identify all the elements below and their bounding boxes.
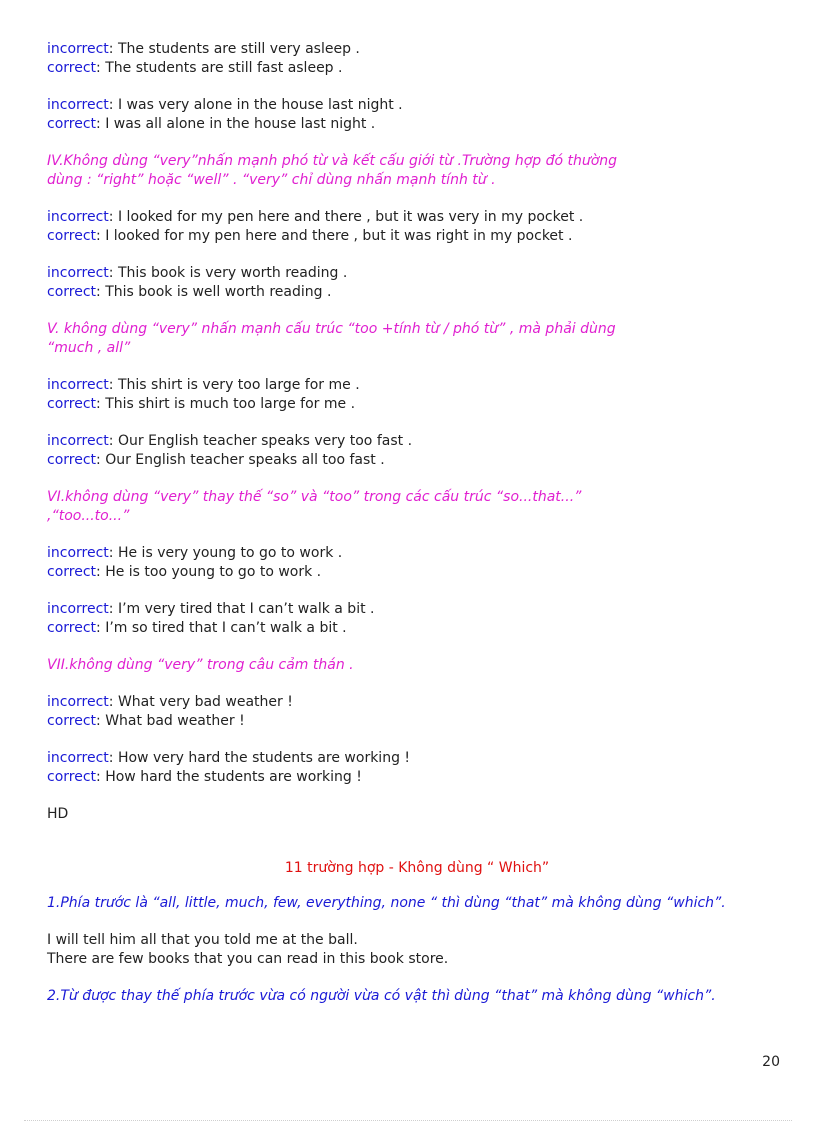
correct-keyword: correct (47, 564, 97, 580)
example-pair (47, 208, 787, 246)
colon: : (108, 601, 114, 617)
document-page (47, 40, 787, 1024)
incorrect-sentence: How very hard the students are working ! (117, 750, 411, 766)
incorrect-line (47, 96, 787, 115)
correct-line (47, 227, 787, 246)
incorrect-sentence: What very bad weather ! (117, 694, 293, 710)
incorrect-line (47, 693, 787, 712)
colon: : (108, 694, 114, 710)
example-pair (47, 544, 787, 582)
incorrect-sentence: I’m very tired that I can’t walk a bit . (117, 601, 375, 617)
incorrect-keyword: incorrect (47, 97, 109, 113)
colon: : (96, 284, 101, 300)
incorrect-keyword: incorrect (47, 545, 109, 561)
correct-keyword: correct (47, 284, 97, 300)
correct-keyword: correct (47, 713, 97, 729)
incorrect-line (47, 208, 787, 227)
correct-sentence: The students are still fast asleep . (105, 60, 343, 76)
incorrect-sentence: I looked for my pen here and there , but it was very in my pocket . (117, 209, 584, 225)
page-number: 20 (762, 1054, 780, 1070)
example-pair (47, 432, 787, 470)
correct-sentence: I looked for my pen here and there , but it was right in my pocket . (105, 228, 573, 244)
correct-line (47, 283, 787, 302)
colon: : (108, 377, 114, 393)
section-title: 11 trường hợp - Không dùng “ Which” (284, 860, 550, 876)
colon: : (108, 209, 114, 225)
correct-keyword: correct (47, 60, 97, 76)
correct-sentence: This book is well worth reading . (105, 284, 332, 300)
colon: : (108, 265, 114, 281)
colon: : (96, 116, 101, 132)
incorrect-keyword: incorrect (47, 433, 109, 449)
example-sentence: There are few books that you can read in this book store. (47, 951, 449, 967)
incorrect-keyword: incorrect (47, 377, 109, 393)
examples (47, 931, 787, 969)
incorrect-line (47, 544, 787, 563)
colon: : (96, 452, 101, 468)
rule-heading: VII.không dùng “very” trong câu cảm thán . (47, 657, 354, 673)
colon: : (108, 41, 114, 57)
correct-sentence: How hard the students are working ! (105, 769, 362, 785)
correct-sentence: What bad weather ! (105, 713, 245, 729)
correct-line (47, 768, 787, 787)
colon: : (96, 564, 101, 580)
incorrect-keyword: incorrect (47, 265, 109, 281)
correct-line (47, 395, 787, 414)
example-pair (47, 264, 787, 302)
incorrect-line (47, 40, 787, 59)
incorrect-sentence: He is very young to go to work . (117, 545, 343, 561)
correct-line (47, 59, 787, 78)
colon: : (96, 769, 101, 785)
rule-2: 2.Từ được thay thế phía trước vừa có người vừa có vật thì dùng “that” mà không dùng “which”. (47, 988, 716, 1004)
incorrect-sentence: This book is very worth reading . (117, 265, 348, 281)
example-pair (47, 376, 787, 414)
page-divider (24, 1120, 792, 1121)
incorrect-sentence: The students are still very asleep . (117, 41, 360, 57)
rule-1: 1.Phía trước là “all, little, much, few, everything, none “ thì dùng “that” mà không dùng “which”. (47, 895, 726, 911)
correct-keyword: correct (47, 769, 97, 785)
incorrect-sentence: Our English teacher speaks very too fast . (117, 433, 413, 449)
correct-keyword: correct (47, 396, 97, 412)
correct-keyword: correct (47, 620, 97, 636)
colon: : (96, 713, 101, 729)
example-pair (47, 749, 787, 787)
grammar-rules (47, 40, 787, 787)
colon: : (96, 228, 101, 244)
incorrect-line (47, 376, 787, 395)
incorrect-keyword: incorrect (47, 601, 109, 617)
example-pair (47, 693, 787, 731)
example-pair (47, 600, 787, 638)
correct-line (47, 451, 787, 470)
correct-line (47, 619, 787, 638)
incorrect-keyword: incorrect (47, 694, 109, 710)
example-pair (47, 40, 787, 78)
incorrect-line (47, 600, 787, 619)
correct-sentence: Our English teacher speaks all too fast . (105, 452, 385, 468)
correct-keyword: correct (47, 116, 97, 132)
correct-sentence: He is too young to go to work . (105, 564, 322, 580)
correct-sentence: This shirt is much too large for me . (105, 396, 356, 412)
incorrect-keyword: incorrect (47, 209, 109, 225)
incorrect-keyword: incorrect (47, 750, 109, 766)
correct-line (47, 712, 787, 731)
example-sentence: I will tell him all that you told me at the ball. (47, 932, 358, 948)
incorrect-line (47, 264, 787, 283)
rule-heading: VI.không dùng “very” thay thế “so” và “too” trong các cấu trúc “so...that...” ,“too...to...” (47, 489, 582, 524)
incorrect-sentence: I was very alone in the house last night . (117, 97, 403, 113)
incorrect-line (47, 749, 787, 768)
incorrect-line (47, 432, 787, 451)
colon: : (108, 750, 114, 766)
correct-sentence: I’m so tired that I can’t walk a bit . (105, 620, 347, 636)
colon: : (96, 60, 101, 76)
colon: : (108, 545, 114, 561)
correct-line (47, 563, 787, 582)
colon: : (108, 97, 114, 113)
hd-label: HD (47, 806, 69, 822)
incorrect-sentence: This shirt is very too large for me . (117, 377, 360, 393)
incorrect-keyword: incorrect (47, 41, 109, 57)
correct-keyword: correct (47, 228, 97, 244)
colon: : (96, 396, 101, 412)
colon: : (96, 620, 101, 636)
correct-keyword: correct (47, 452, 97, 468)
colon: : (108, 433, 114, 449)
example-pair (47, 96, 787, 134)
correct-sentence: I was all alone in the house last night . (105, 116, 376, 132)
rule-heading: IV.Không dùng “very”nhấn mạnh phó từ và kết cấu giới từ .Trường hợp đó thường dùng : “right” hoặc “well” . “very” chỉ dùng nhấn mạnh tính từ . (47, 153, 618, 188)
rule-heading: V. không dùng “very” nhấn mạnh cấu trúc “too +tính từ / phó từ” , mà phải dùng “much , all” (47, 321, 616, 356)
correct-line (47, 115, 787, 134)
